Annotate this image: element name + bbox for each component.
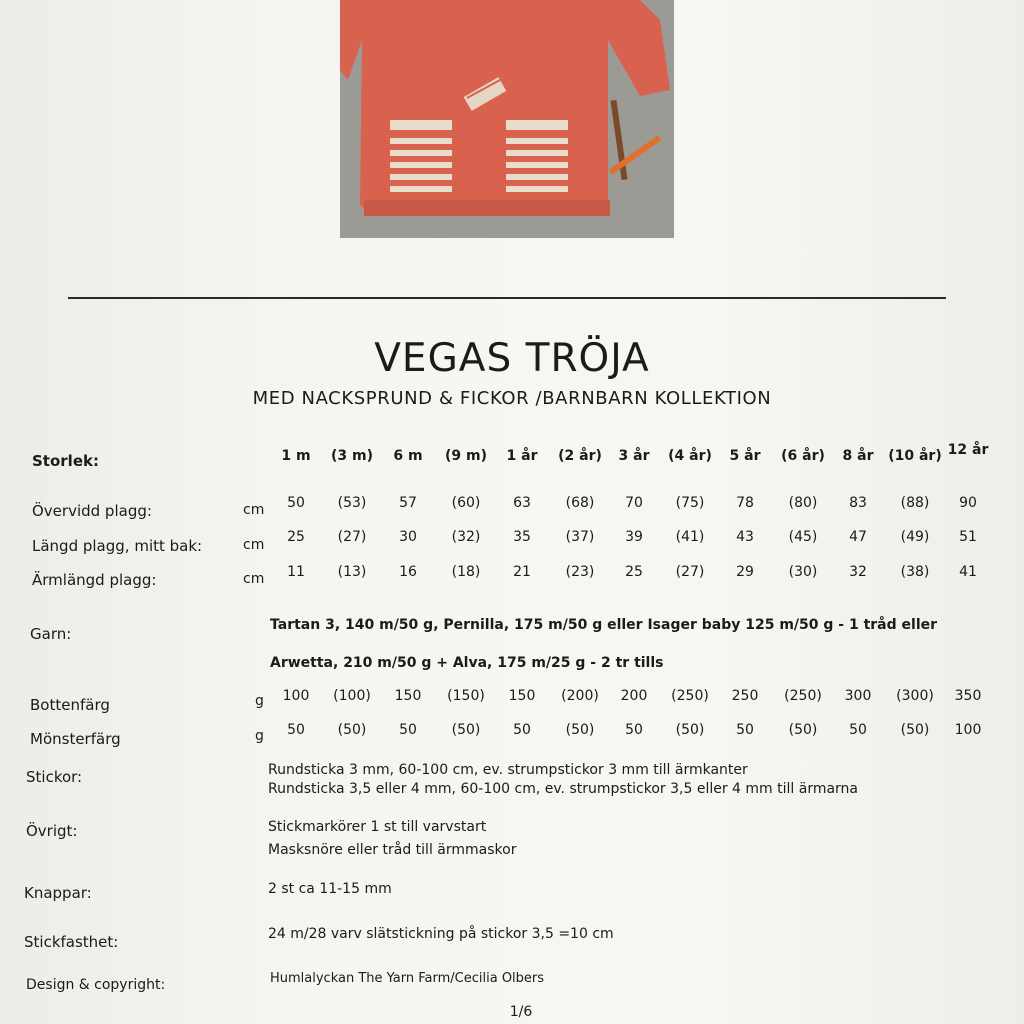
size-cell-r1-10: 47 — [849, 529, 867, 545]
amount-cell-r1-11: (50) — [900, 722, 930, 738]
size-cell-r1-3: (32) — [451, 529, 481, 545]
page-number: 1/6 — [509, 1004, 533, 1020]
size-cell-r1-1: (27) — [337, 529, 367, 545]
row-label-length: Längd plagg, mitt bak: — [32, 537, 203, 555]
size-header-8: 5 år — [729, 448, 761, 464]
amount-cell-r1-8: 50 — [736, 722, 754, 738]
design-value: Humlalyckan The Yarn Farm/Cecilia Olbers — [270, 971, 545, 986]
size-cell-r0-10: 83 — [849, 495, 867, 511]
size-header-10: 8 år — [842, 448, 874, 464]
amount-cell-r1-4: 50 — [513, 722, 531, 738]
size-cell-r2-7: (27) — [675, 564, 705, 580]
buttons-value: 2 st ca 11-15 mm — [268, 881, 392, 897]
amount-cell-r0-0: 100 — [282, 688, 310, 704]
amount-unit-main: g — [255, 693, 264, 709]
size-cell-r0-0: 50 — [287, 495, 305, 511]
amount-cell-r0-9: (250) — [784, 688, 822, 704]
amount-cell-r1-7: (50) — [675, 722, 705, 738]
size-cell-r0-3: (60) — [451, 495, 481, 511]
pattern-subtitle: MED NACKSPRUND & FICKOR /BARNBARN KOLLEKTION — [252, 388, 772, 409]
size-cell-r2-8: 29 — [736, 564, 754, 580]
amount-label-main: Bottenfärg — [30, 696, 110, 714]
size-header-9: (6 år) — [781, 448, 825, 464]
amount-cell-r0-7: (250) — [671, 688, 709, 704]
yarn-line-1: Tartan 3, 140 m/50 g, Pernilla, 175 m/50 g eller Isager baby 125 m/50 g - 1 tråd eller — [270, 617, 938, 633]
amount-cell-r0-8: 250 — [731, 688, 759, 704]
amount-label-pattern: Mönsterfärg — [30, 730, 121, 748]
yarn-label: Garn: — [30, 625, 72, 643]
size-cell-r0-8: 78 — [736, 495, 754, 511]
size-cell-r1-2: 30 — [399, 529, 417, 545]
size-cell-r2-6: 25 — [625, 564, 643, 580]
gauge-label: Stickfasthet: — [24, 933, 119, 951]
size-header-2: 6 m — [393, 448, 423, 464]
size-header-12: 12 år — [947, 442, 989, 458]
amount-cell-r1-0: 50 — [287, 722, 305, 738]
size-cell-r0-11: (88) — [900, 495, 930, 511]
design-label: Design & copyright: — [26, 977, 166, 993]
size-cell-r2-5: (23) — [565, 564, 595, 580]
size-cell-r0-2: 57 — [399, 495, 417, 511]
pattern-title: VEGAS TRÖJA — [374, 336, 650, 381]
other-label: Övrigt: — [26, 822, 78, 840]
size-cell-r2-2: 16 — [399, 564, 417, 580]
divider-line — [68, 297, 946, 299]
yarn-line-2: Arwetta, 210 m/50 g + Alva, 175 m/25 g - 2 tr tills — [270, 655, 664, 671]
size-cell-r0-4: 63 — [513, 495, 531, 511]
size-header-4: 1 år — [506, 448, 538, 464]
amount-cell-r1-9: (50) — [788, 722, 818, 738]
right-pocket — [506, 120, 568, 196]
size-cell-r0-6: 70 — [625, 495, 643, 511]
row-unit-length: cm — [243, 537, 265, 553]
size-header-3: (9 m) — [445, 448, 487, 464]
size-cell-r2-1: (13) — [337, 564, 367, 580]
size-cell-r2-0: 11 — [287, 564, 305, 580]
size-cell-r1-6: 39 — [625, 529, 643, 545]
amount-cell-r1-10: 50 — [849, 722, 867, 738]
size-cell-r1-5: (37) — [565, 529, 595, 545]
size-cell-r1-11: (49) — [900, 529, 930, 545]
size-cell-r2-3: (18) — [451, 564, 481, 580]
size-cell-r2-10: 32 — [849, 564, 867, 580]
amount-cell-r0-5: (200) — [561, 688, 599, 704]
sweater-photo — [340, 0, 674, 238]
other-line-2: Masksnöre eller tråd till ärmmaskor — [268, 842, 517, 858]
amount-unit-pattern: g — [255, 728, 264, 744]
other-line-1: Stickmarkörer 1 st till varvstart — [268, 819, 487, 835]
row-unit-sleeve: cm — [243, 571, 265, 587]
size-cell-r0-12: 90 — [959, 495, 977, 511]
amount-cell-r0-3: (150) — [447, 688, 485, 704]
size-header-1: (3 m) — [331, 448, 373, 464]
size-cell-r1-8: 43 — [736, 529, 754, 545]
size-cell-r1-7: (41) — [675, 529, 705, 545]
size-cell-r0-1: (53) — [337, 495, 367, 511]
amount-cell-r0-1: (100) — [333, 688, 371, 704]
size-header-5: (2 år) — [558, 448, 602, 464]
size-cell-r0-9: (80) — [788, 495, 818, 511]
buttons-label: Knappar: — [24, 884, 92, 902]
size-label: Storlek: — [32, 452, 99, 470]
size-cell-r2-4: 21 — [513, 564, 531, 580]
needles-line-1: Rundsticka 3 mm, 60-100 cm, ev. strumpstickor 3 mm till ärmkanter — [268, 762, 748, 778]
size-cell-r1-9: (45) — [788, 529, 818, 545]
needles-label: Stickor: — [26, 768, 83, 786]
size-cell-r2-9: (30) — [788, 564, 818, 580]
size-cell-r1-12: 51 — [959, 529, 977, 545]
row-unit-chest: cm — [243, 502, 265, 518]
amount-cell-r0-10: 300 — [844, 688, 872, 704]
amount-cell-r1-2: 50 — [399, 722, 417, 738]
size-cell-r1-0: 25 — [287, 529, 305, 545]
size-header-11: (10 år) — [888, 448, 942, 464]
size-cell-r0-7: (75) — [675, 495, 705, 511]
size-header-7: (4 år) — [668, 448, 712, 464]
size-cell-r0-5: (68) — [565, 495, 595, 511]
size-header-0: 1 m — [281, 448, 311, 464]
left-pocket — [390, 120, 452, 196]
row-label-sleeve: Ärmlängd plagg: — [32, 571, 157, 589]
size-header-6: 3 år — [618, 448, 650, 464]
amount-cell-r0-4: 150 — [508, 688, 536, 704]
amount-cell-r1-6: 50 — [625, 722, 643, 738]
gauge-value: 24 m/28 varv slätstickning på stickor 3,5 =10 cm — [268, 926, 614, 942]
amount-cell-r0-11: (300) — [896, 688, 934, 704]
size-cell-r2-11: (38) — [900, 564, 930, 580]
size-cell-r2-12: 41 — [959, 564, 977, 580]
amount-cell-r0-6: 200 — [620, 688, 648, 704]
amount-cell-r0-2: 150 — [394, 688, 422, 704]
amount-cell-r1-5: (50) — [565, 722, 595, 738]
amount-cell-r1-12: 100 — [954, 722, 982, 738]
amount-cell-r1-1: (50) — [337, 722, 367, 738]
row-label-chest: Övervidd plagg: — [32, 502, 152, 520]
needles-line-2: Rundsticka 3,5 eller 4 mm, 60-100 cm, ev. strumpstickor 3,5 eller 4 mm till ärmarna — [268, 781, 859, 797]
amount-cell-r1-3: (50) — [451, 722, 481, 738]
size-cell-r1-4: 35 — [513, 529, 531, 545]
amount-cell-r0-12: 350 — [954, 688, 982, 704]
